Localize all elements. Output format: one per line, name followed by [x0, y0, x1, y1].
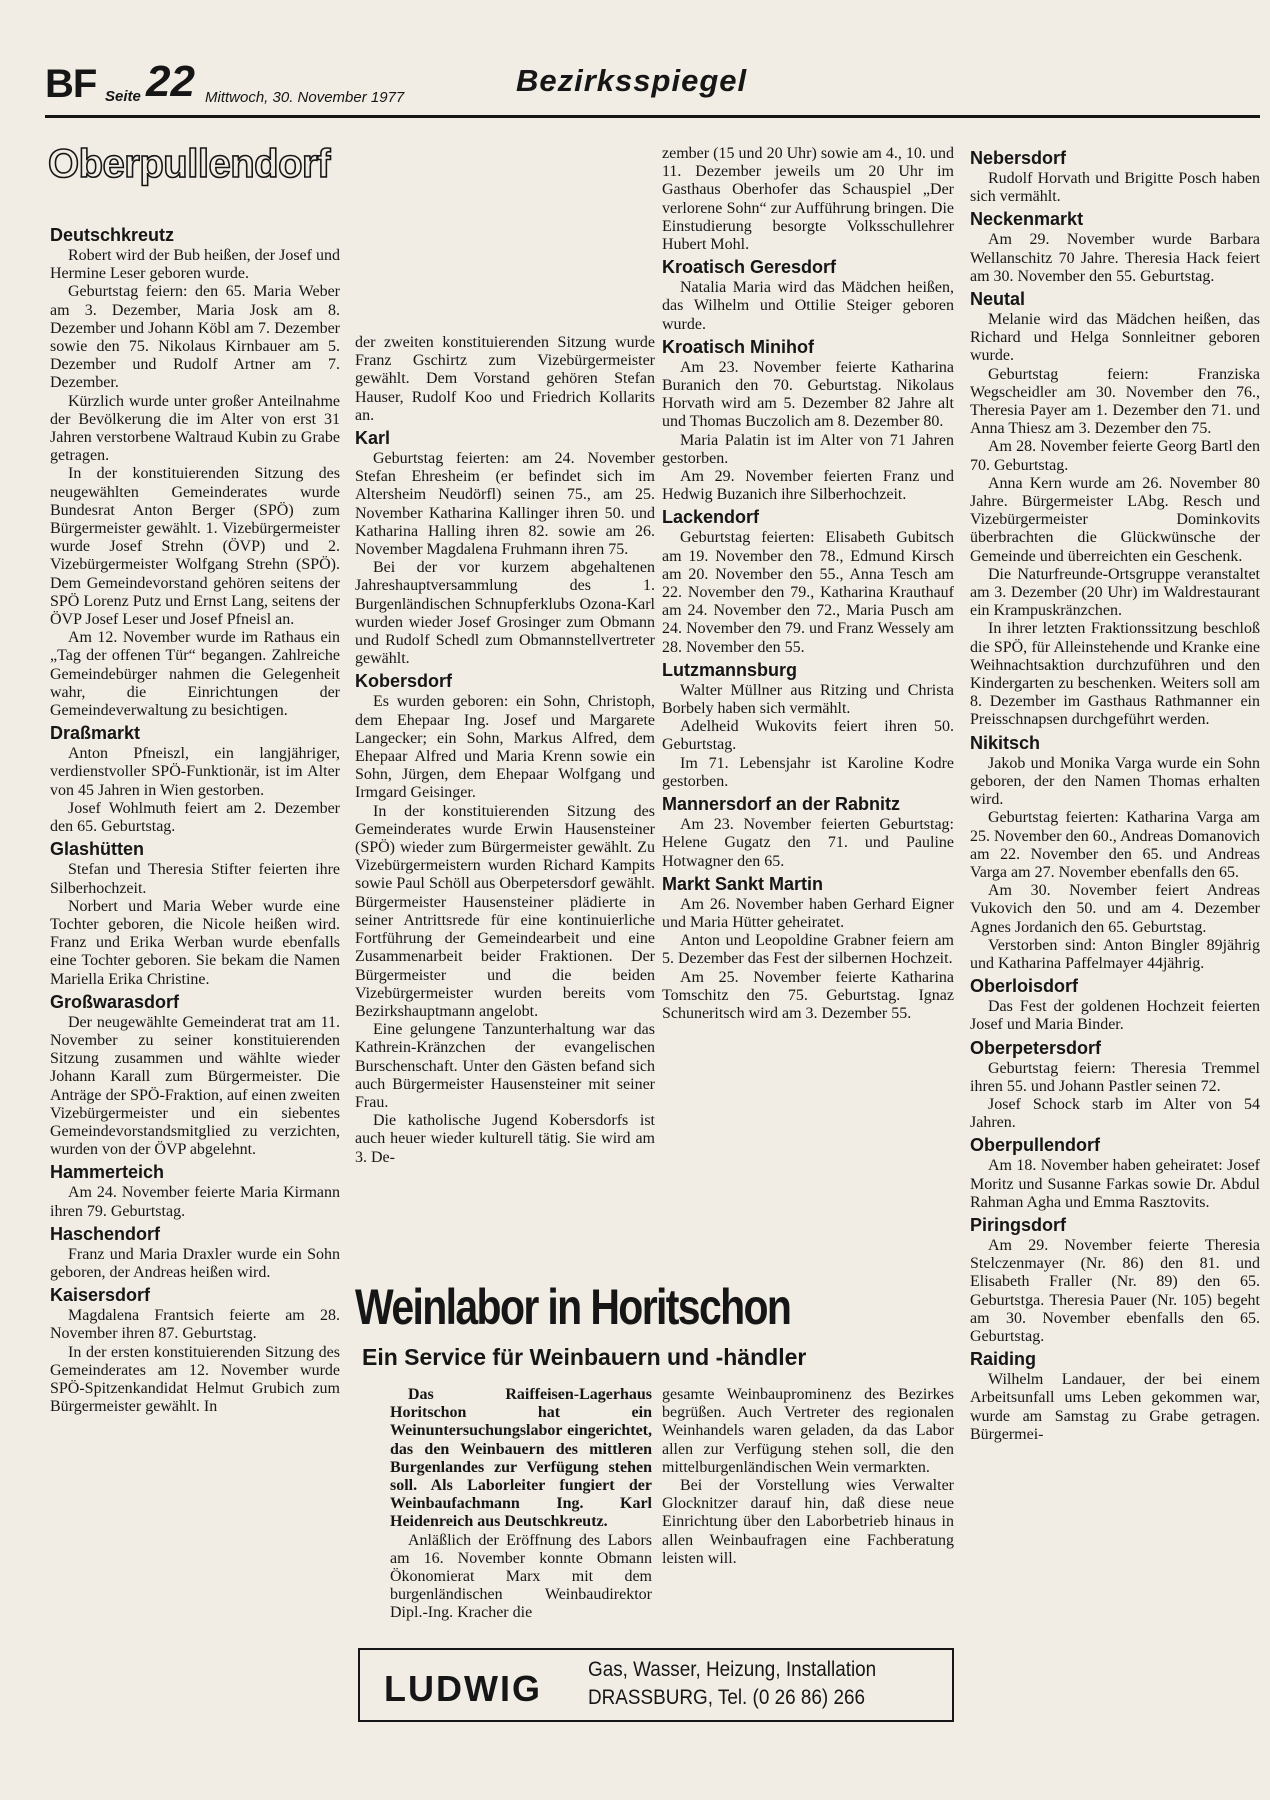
advertisement — [358, 1648, 954, 1722]
news-paragraph: Geburtstag feierten: am 24. November Stefan Ehresheim (er befindet sich im Altersheim Neudörfl) seinen 75., am 25. November Katharina Kallinger ihren 50. und Katharina Halling ihren 82. sowie am 26. November Magdalena Fruhmann ihren 75. — [355, 450, 655, 559]
page-label: Seite — [105, 88, 141, 105]
news-paragraph: Josef Wohlmuth feiert am 2. Dezember den 65. Geburtstag. — [50, 799, 340, 836]
news-paragraph: Geburtstag feiern: den 65. Maria Weber am 3. Dezember, Maria Josk am 8. Dezember und Johann Köbl am 7. Dezember sowie den 75. Nikolaus Kirnbauer am 5. Dezember und Rudolf Artner am 7. Dezember. — [50, 283, 340, 392]
village-heading: Kroatisch Minihof — [662, 336, 814, 357]
header-rule — [45, 115, 1260, 118]
village-heading: Nebersdorf — [970, 148, 1067, 168]
village-heading: Deutschkreutz — [50, 225, 175, 245]
village-heading: Oberloisdorf — [970, 976, 1079, 997]
news-paragraph: Am 25. November feierte Katharina Tomschitz den 75. Geburtstag. Ignaz Schuneritsch wird am 3. Dezember 55. — [662, 968, 954, 1022]
village-heading: Piringsdorf — [970, 1214, 1067, 1235]
ad-services: Gas, Wasser, Heizung, Installation — [588, 1658, 877, 1681]
village-heading: Lackendorf — [662, 507, 760, 528]
article-column-2 — [662, 1386, 954, 1568]
village-heading: Neutal — [970, 289, 1026, 310]
issue-date: Mittwoch, 30. November 1977 — [205, 89, 405, 106]
news-paragraph: Rudolf Horvath und Brigitte Posch haben sich vermählt. — [970, 170, 1260, 206]
news-paragraph: Am 18. November haben geheiratet: Josef Moritz und Susanne Farkas sowie Dr. Abdul Rahman Agha und Emma Rasztovits. — [970, 1157, 1260, 1211]
news-paragraph: Am 23. November feierten Geburtstag: Helene Gugatz den 71. und Pauline Hotwagner den 65. — [662, 816, 954, 870]
article-paragraph: Bei der Vorstellung wies Verwalter Glocknitzer darauf hin, daß diese neue Einrichtung über den Laborbetrieb hinaus in allen Weinbaufragen eine Fachberatung leisten will. — [662, 1477, 954, 1567]
news-paragraph: Am 26. November haben Gerhard Eigner und Maria Hütter geheiratet. — [662, 895, 954, 931]
village-heading: Nikitsch — [970, 732, 1041, 753]
village-heading: Kroatisch Geresdorf — [662, 257, 837, 278]
village-heading: Hammerteich — [50, 1162, 165, 1183]
news-paragraph: Josef Schock starb im Alter von 54 Jahren. — [970, 1095, 1260, 1132]
news-paragraph: zember (15 und 20 Uhr) sowie am 4., 10. und 11. Dezember jeweils um 20 Uhr im Gasthaus Oberhofer das Schauspiel „Der verlorene Sohn“ zur Aufführung bringen. Die Einstudierung besorgte Volksschullehrer Hubert Mohl. — [662, 145, 954, 254]
news-paragraph: Stefan und Theresia Stifter feierten ihre Silberhochzeit. — [50, 861, 340, 897]
news-paragraph: Geburtstag feierten: Katharina Varga am 25. November den 60., Andreas Domanovich am 22. November den 65. und Andreas Varga am 27. November ebenfalls den 65. — [970, 809, 1260, 881]
news-paragraph: Es wurden geboren: ein Sohn, Christoph, dem Ehepaar Ing. Josef und Margarete Langecker; ein Sohn, Markus Alfred, dem Ehepaar Alfred und Maria Krenn sowie ein Sohn, Jürgen, dem Ehepaar Wolfgang und Irmgard Geisinger. — [355, 693, 655, 802]
news-column-3 — [662, 145, 954, 1023]
section-title: Bezirksspiegel — [516, 63, 748, 98]
news-paragraph: Robert wird der Bub heißen, der Josef und Hermine Leser geboren wurde. — [50, 247, 340, 283]
news-column-2 — [355, 334, 655, 1167]
news-paragraph: Am 12. November wurde im Rathaus ein „Tag der offenen Tür“ begangen. Zahlreiche Gemeindebürger nahmen die Gelegenheit wahr, die Einrichtungen der Gemeindeverwaltung zu besichtigen. — [50, 629, 340, 720]
news-paragraph: In der konstituierenden Sitzung des neugewählten Gemeinderates wurde Bundesrat Anton Berger (SPÖ) zum Bürgermeister gewählt. 1. Vizebürgermeister wurde Josef Strehn (ÖVP) und 2. Vizebürgermeister Wolfgang Strehn (SPÖ). Dem Gemeindevorstand gehören seitens der SPÖ Lorenz Putz und Ernst Lang, seitens der ÖVP Josef Leser und Josef Pfneisl an. — [50, 465, 340, 629]
news-paragraph: Wilhelm Landauer, der bei einem Arbeitsunfall ums Leben gekommen war, wurde am Samstag zu Grabe getragen. Bürgermei- — [970, 1371, 1260, 1443]
village-heading: Draßmarkt — [50, 723, 141, 744]
news-paragraph: In der konstituierenden Sitzung des Gemeinderates wurde Erwin Hausensteiner (SPÖ) wieder zum Bürgermeister gewählt. Zu Vizebürgermeistern wurden Richard Kampits sowie Paul Schöll aus Oberpetersdorf gewählt. Bürgermeister Hausensteiner plädierte in seiner Antrittsrede für eine kontinuierliche Fortführung der Gemeindearbeit und eine Zusammenarbeit beider Fraktionen. Der Bürgermeister und die beiden Vizebürgermeister wurden bereits vom Bezirkshauptmann angelobt. — [355, 802, 655, 1020]
news-paragraph: der zweiten konstituierenden Sitzung wurde Franz Gschirtz zum Vizebürgermeister gewählt. Dem Vorstand gehören Stefan Hauser, Rudolf Koo und Friedrich Kollarits an. — [355, 334, 655, 424]
news-paragraph: Die Naturfreunde-Ortsgruppe veranstaltet am 3. Dezember (20 Uhr) im Waldrestaurant ein Krampuskränzchen. — [970, 565, 1260, 620]
news-paragraph: In ihrer letzten Fraktionssitzung beschloß die SPÖ, für Alleinstehende und Kranke eine Weihnachtsaktion durchzuführen und den Kindergarten zu beschenken. Weiters soll am 8. Dezember im Gasthaus Rathmanner ein Preisschnapsen durchgeführt werden. — [970, 620, 1260, 729]
news-paragraph: Anton und Leopoldine Grabner feiern am 5. Dezember das Fest der silbernen Hochzeit. — [662, 932, 954, 968]
news-paragraph: Die katholische Jugend Kobersdorfs ist auch heuer wieder kulturell tätig. Sie wird am 3. De- — [355, 1112, 655, 1166]
news-column-4 — [970, 145, 1260, 1444]
village-heading: Markt Sankt Martin — [662, 873, 824, 894]
article-lead: Das Raiffeisen-Lagerhaus Horitschon hat ein Weinuntersuchungslabor eingerichtet, das den Weinbauern des mittleren Burgenlandes zur Verfügung stehen soll. Als Laborleiter fungiert der Weinbaufachmann Ing. Karl Heidenreich aus Deutschkreutz. — [390, 1386, 652, 1531]
news-paragraph: Anton Pfneiszl, ein langjähriger, verdienstvoller SPÖ-Funktionär, ist im Alter von 45 Jahren in Wien gestorben. — [50, 745, 340, 799]
newspaper-logo: BF — [45, 62, 97, 106]
village-heading: Raiding — [970, 1349, 1036, 1370]
news-paragraph: Am 24. November feierte Maria Kirmann ihren 79. Geburtstag. — [50, 1184, 340, 1220]
ad-brand: LUDWIG — [384, 1668, 542, 1709]
news-paragraph: Am 28. November feierte Georg Bartl den 70. Geburtstag. — [970, 438, 1260, 474]
news-paragraph: Geburtstag feiern: Theresia Tremmel ihren 55. und Johann Pastler seinen 72. — [970, 1059, 1260, 1095]
news-paragraph: Am 30. November feiert Andreas Vukovich den 50. und am 4. Dezember Agnes Jordanich den 65. Geburtstag. — [970, 882, 1260, 936]
news-paragraph: Am 29. November wurde Barbara Wellanschitz 70 Jahre. Theresia Hack feiert am 30. November den 55. Geburtstag. — [970, 231, 1260, 285]
news-paragraph: Der neugewählte Gemeinderat trat am 11. November zu seiner konstituierenden Sitzung zusammen und wählte wieder Johann Karall zum Bürgermeister. Die Anträge der SPÖ-Fraktion, auf einen zweiten Vizebürgermeister und ein siebentes Gemeindevorstandsmitglied zu verzichten, wurden von der ÖVP abgelehnt. — [50, 1013, 340, 1159]
village-heading: Kobersdorf — [355, 671, 453, 692]
news-paragraph: Natalia Maria wird das Mädchen heißen, das Wilhelm und Ottilie Steiger geboren wurde. — [662, 279, 954, 333]
village-heading: Haschendorf — [50, 1223, 161, 1244]
news-paragraph: Am 29. November feierte Theresia Stelczenmayer (Nr. 86) den 81. und Elisabeth Fraller (Nr. 89) den 65. Geburtstga. Theresia Pauer (Nr. 105) begeht am 30. November ebenfalls den 65. Geburtstag. — [970, 1236, 1260, 1345]
news-paragraph: Melanie wird das Mädchen heißen, das Richard und Helga Sonnleitner geboren wurde. — [970, 311, 1260, 365]
article-paragraph: Anläßlich der Eröffnung des Labors am 16. November konnte Obmann Ökonomierat Marx mit dem burgenländischen Weinbaudirektor Dipl.-Ing. Kracher die — [390, 1531, 652, 1622]
village-heading: Oberpetersdorf — [970, 1037, 1102, 1058]
news-paragraph: Norbert und Maria Weber wurde eine Tochter geboren, die Nicole heißen wird. Franz und Erika Werban wurde ebenfalls eine Tochter geboren. Sie bekam die Namen Mariella Erika Christine. — [50, 897, 340, 988]
news-paragraph: Adelheid Wukovits feiert ihren 50. Geburtstag. — [662, 718, 954, 754]
village-heading: Oberpullendorf — [970, 1135, 1100, 1156]
page-number: 22 — [146, 57, 195, 106]
article-headline: Weinlabor in Horitschon — [355, 1279, 791, 1335]
news-paragraph: Am 29. November feierten Franz und Hedwig Buzanich ihre Silberhochzeit. — [662, 468, 954, 504]
village-heading: Lutzmannsburg — [662, 659, 797, 680]
news-paragraph: Das Fest der goldenen Hochzeit feierten Josef und Maria Binder. — [970, 998, 1260, 1034]
news-paragraph: In der ersten konstituierenden Sitzung des Gemeinderates am 12. November wurde SPÖ-Spitzenkandidat Helmut Grubich zum Bürgermeister gewählt. In — [50, 1343, 340, 1416]
news-paragraph: Bei der vor kurzem abgehaltenen Jahreshauptversammlung des 1. Burgenländischen Schnupferklubs Ozona-Karl wurden wieder Josef Grosinger zum Obmann und Rudolf Schedl zum Obmannstellvertreter gewählt. — [355, 559, 655, 668]
news-paragraph: Verstorben sind: Anton Bingler 89jährig und Katharina Paffelmayer 44jährig. — [970, 936, 1260, 972]
article-paragraph: gesamte Weinbauprominenz des Bezirkes begrüßen. Auch Vertreter des regionalen Weinhandels waren geladen, da das Labor allen zur Verfügung stehen soll, die den mittelburgenländischen Wein vermarkten. — [662, 1386, 954, 1476]
ad-address: DRASSBURG, Tel. (0 26 86) 266 — [588, 1686, 865, 1709]
village-heading: Kaisersdorf — [50, 1285, 151, 1306]
news-paragraph: Anna Kern wurde am 26. November 80 Jahre. Bürgermeister LAbg. Resch und Vizebürgermeister Dominkovits überbrachten die Glückwünsche der Gemeinde und überreichten ein Geschenk. — [970, 474, 1260, 565]
village-heading: Glashütten — [50, 839, 145, 860]
news-paragraph: Walter Müllner aus Ritzing und Christa Borbely haben sich vermählt. — [662, 681, 954, 718]
village-heading: Neckenmarkt — [970, 209, 1084, 230]
news-paragraph: Jakob und Monika Varga wurde ein Sohn geboren, der den Namen Thomas erhalten wird. — [970, 754, 1260, 809]
article-subheadline: Ein Service für Weinbauern und -händler — [362, 1344, 807, 1370]
news-paragraph: Magdalena Frantsich feierte am 28. November ihren 87. Geburtstag. — [50, 1307, 340, 1343]
news-paragraph: Eine gelungene Tanzunterhaltung war das Kathrein-Kränzchen der evangelischen Burschenschaft. Unter den Gästen befand sich auch Bürgermeister Hausensteiner mit seiner Frau. — [355, 1021, 655, 1111]
news-paragraph: Im 71. Lebensjahr ist Karoline Kodre gestorben. — [662, 754, 954, 790]
region-title: Oberpullendorf — [48, 142, 330, 186]
news-column-1 — [50, 222, 340, 1416]
news-paragraph: Kürzlich wurde unter großer Anteilnahme der Bevölkerung die im Alter von erst 31 Jahren verstorbene Waltraud Kubin zu Grabe getragen. — [50, 392, 340, 465]
news-paragraph: Am 23. November feierte Katharina Buranich den 70. Geburtstag. Nikolaus Horvath wird am 5. Dezember 82 Jahre alt und Thomas Buczolich am 8. Dezember 80. — [662, 358, 954, 431]
village-heading: Karl — [355, 428, 391, 449]
news-paragraph: Geburtstag feiern: Franziska Wegscheidler am 30. November den 76., Theresia Payer am 1. Dezember den 71. und Anna Thiesz am 3. Dezember den 75. — [970, 365, 1260, 438]
article-column-1 — [390, 1386, 652, 1623]
news-paragraph: Franz und Maria Draxler wurde ein Sohn geboren, der Andreas heißen wird. — [50, 1245, 340, 1281]
village-heading: Mannersdorf an der Rabnitz — [662, 794, 901, 815]
village-heading: Großwarasdorf — [50, 991, 180, 1012]
news-paragraph: Maria Palatin ist im Alter von 71 Jahren gestorben. — [662, 431, 954, 467]
news-paragraph: Geburtstag feierten: Elisabeth Gubitsch am 19. November den 78., Edmund Kirsch am 20. November den 55., Anna Tesch am 22. November den 79., Katharina Krauthauf am 24. November den 72., Maria Pusch am 24. November den 79. und Franz Wessely am 28. November den 55. — [662, 529, 954, 656]
